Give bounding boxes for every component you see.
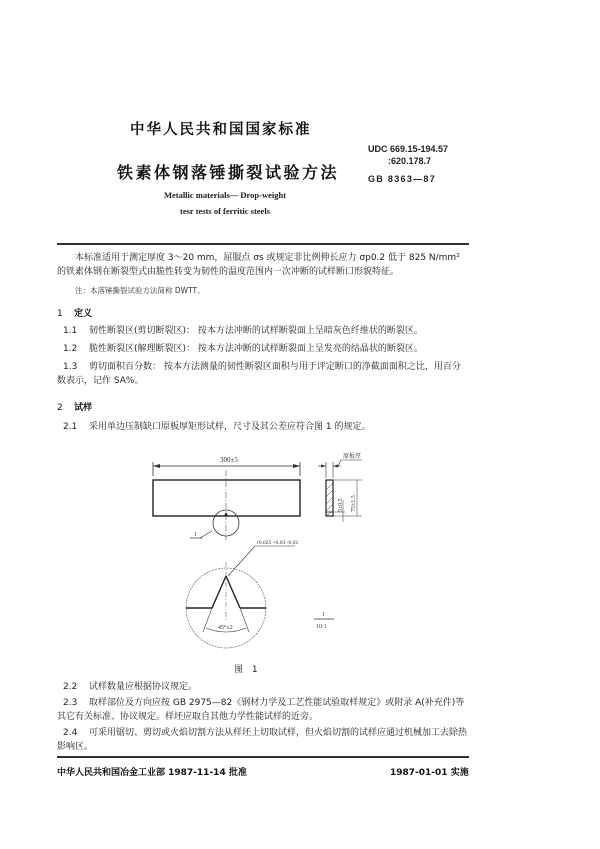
scale-top: 1 xyxy=(322,612,325,618)
section-1-heading xyxy=(57,306,92,319)
clause-number: 1.1 xyxy=(63,326,78,336)
gb-number: GB 8363—87 xyxy=(368,174,437,184)
clause-number: 1.2 xyxy=(63,344,78,354)
clause-text: 脆性断裂区(解理断裂区)： 按本方法冲断的试样断裂面上呈发亮的结晶状的断裂区。 xyxy=(89,344,423,354)
clause-number: 2.1 xyxy=(63,422,78,432)
clause-1-2 xyxy=(57,342,469,356)
detail-callout: 1 xyxy=(194,532,197,538)
section-title: 定义 xyxy=(74,309,93,319)
note: 注：本落锤撕裂试验方法简称 DWTT。 xyxy=(75,286,205,295)
document-title: 铁素体钢落锤撕裂试验方法 xyxy=(117,163,340,182)
section-2-heading xyxy=(57,400,92,413)
clause-number: 1.3 xyxy=(63,362,78,372)
scope-paragraph: 本标准适用于测定厚度 3～20 mm，屈服点 σs 或规定非比例伸长应力 σp0.2 低于 825 N/mm² 的铁素体钢在断裂型式由脆性转变为韧性的温度范围内一次冲断的试样断口形貌特征。 xyxy=(57,253,460,277)
clause-2-4 xyxy=(57,726,469,754)
notch-radius: r0.025 +0.03 -0.02 xyxy=(257,540,299,546)
english-title-line1: Metallic materials— Drop-weight xyxy=(163,190,287,200)
clause-1-3 xyxy=(57,360,469,388)
udc-code xyxy=(368,143,448,167)
header-divider xyxy=(57,243,469,245)
udc-line1: UDC 669.15-194.57 xyxy=(368,144,449,154)
clause-2-3 xyxy=(57,696,469,724)
height-dimension: 75±1.5 xyxy=(351,495,357,512)
clause-text: 可采用锯切、剪切或火焰切割方法从样坯上切取试样，但火焰切割的试样应通过机械加工去除热影响区。 xyxy=(57,728,468,752)
figure-caption: 图 1 xyxy=(234,665,261,675)
clause-number: 2.4 xyxy=(63,728,78,738)
clause-2-1 xyxy=(57,420,469,434)
figure-1-drawing xyxy=(140,440,380,660)
clause-text: 取样部位及方向应按 GB 2975—82《钢材力学及工艺性能试验取样规定》或附录 A(补充件)等其它有关标准、协议规定。样坯应取自其他力学性能试样的近旁。 xyxy=(57,698,465,722)
footer-divider xyxy=(57,756,469,758)
clause-1-1 xyxy=(57,324,469,338)
approval-info: 中华人民共和国冶金工业部 1987-11-14 批准 xyxy=(57,768,247,778)
section-number: 2 xyxy=(57,403,63,413)
english-title-line2: tesr tests of ferritic steels xyxy=(180,206,270,216)
clause-text: 剪切面积百分数： 按本方法测量的韧性断裂区面积与用于评定断口的净截面面积之比，用百分数表示，记作 SA%。 xyxy=(57,362,461,386)
thickness-label: 原板厚 xyxy=(343,454,362,460)
clause-text: 采用单边压制缺口原板厚矩形试样，尺寸及其公差应符合图 1 的规定。 xyxy=(89,422,371,432)
clause-number: 2.3 xyxy=(63,698,78,708)
notch-depth-dimension: 5±0.5 xyxy=(338,498,344,512)
clause-2-2 xyxy=(57,680,469,694)
udc-line2: :620.178.7 xyxy=(388,156,432,166)
section-title: 试样 xyxy=(74,403,93,413)
section-number: 1 xyxy=(57,309,63,319)
clause-text: 试样数量应根据协议规定。 xyxy=(89,682,198,692)
length-dimension: 300±5 xyxy=(220,456,238,464)
scale-bottom: 10:1 xyxy=(316,624,327,630)
notch-angle: 45°±2 xyxy=(218,625,233,631)
standard-title: 中华人民共和国国家标准 xyxy=(130,122,312,138)
clause-text: 韧性断裂区(剪切断裂区)： 按本方法冲断的试样断裂面上呈暗灰色纤维状的断裂区。 xyxy=(89,326,423,336)
clause-number: 2.2 xyxy=(63,682,78,692)
effective-date: 1987-01-01 实施 xyxy=(390,768,469,778)
